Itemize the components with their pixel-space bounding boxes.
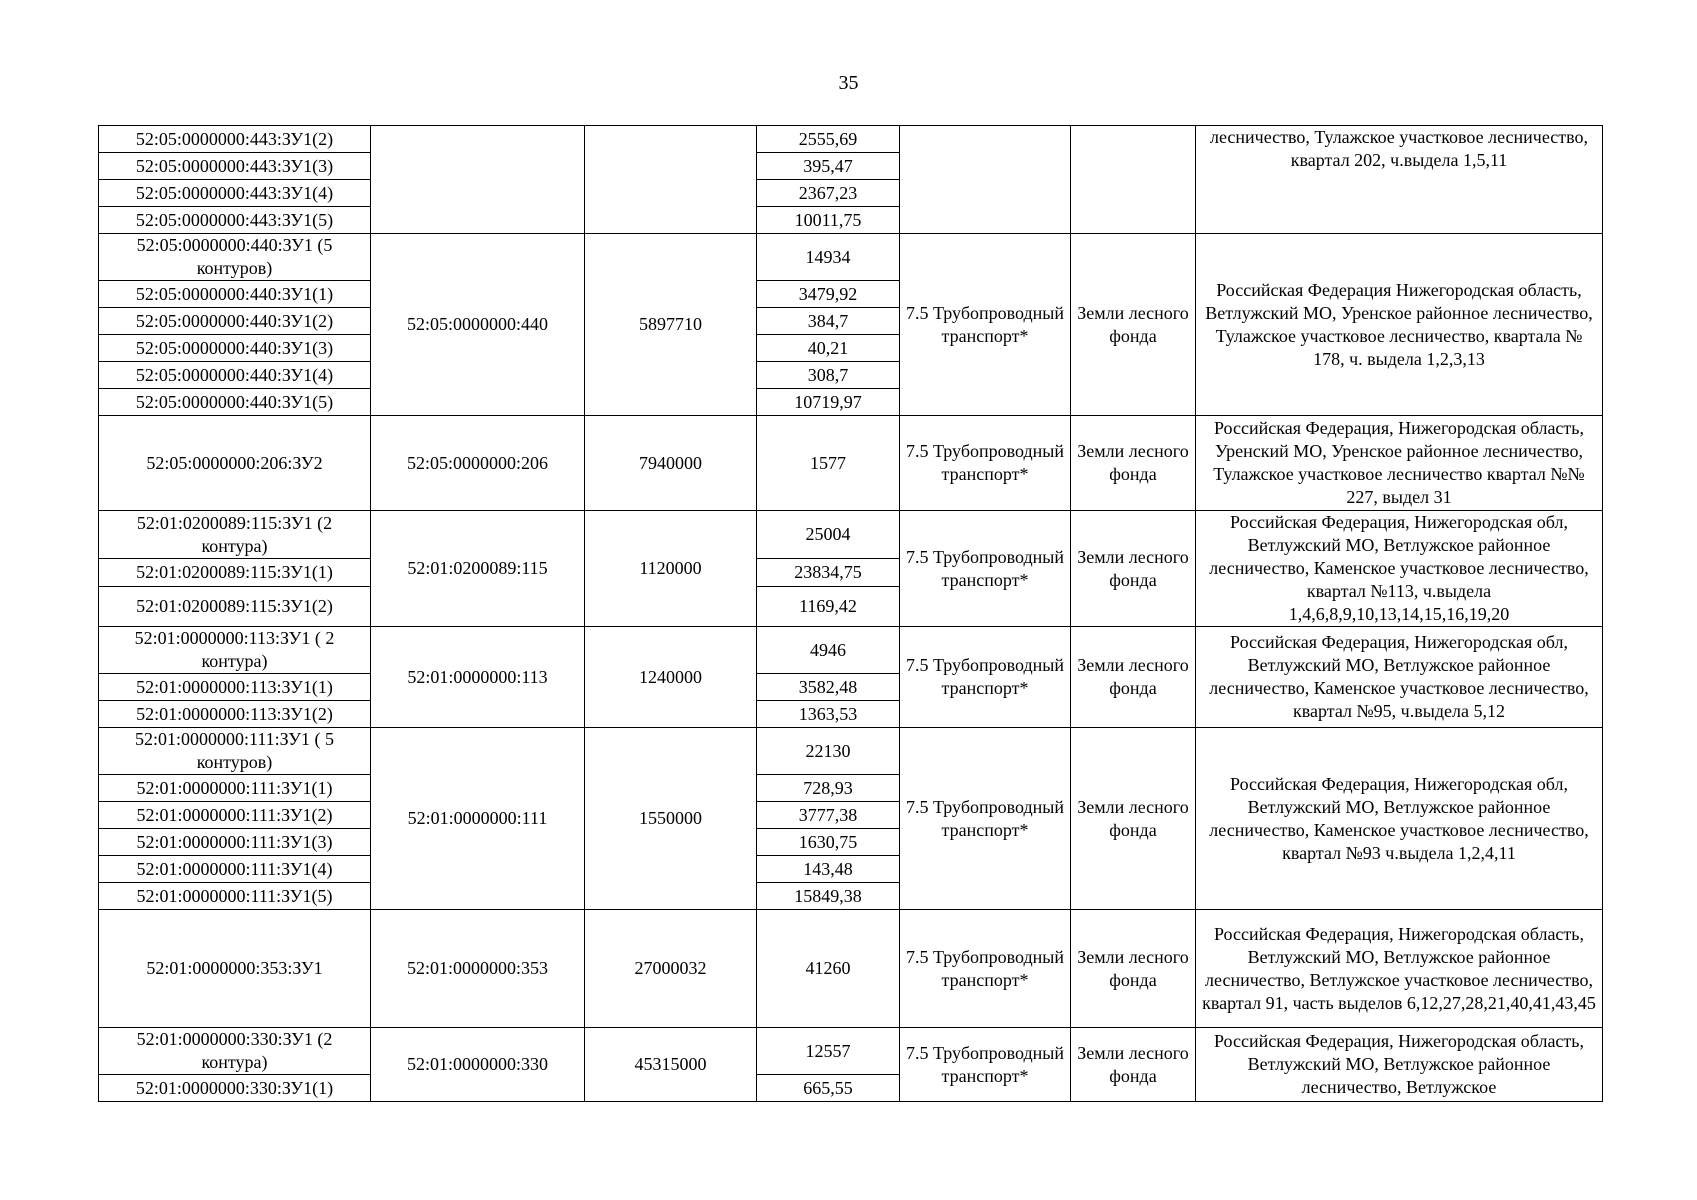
plot-id-cell: 52:01:0000000:353:ЗУ1: [99, 910, 371, 1028]
address-cell: Российская Федерация, Нижегородская обл, Ветлужский МО, Ветлужское районное лесничество, Каменское участковое лесничество, квартал №95, ч.выдела 5,12: [1196, 627, 1603, 728]
plot-id-cell: 52:01:0000000:113:ЗУ1 ( 2 контура): [99, 627, 371, 674]
permitted-use-cell: 7.5 Трубопроводный транспорт*: [900, 416, 1071, 511]
plot-id-cell: 52:05:0000000:440:ЗУ1(1): [99, 281, 371, 308]
land-category-cell: Земли лесного фонда: [1071, 1028, 1196, 1102]
address-cell: Российская Федерация, Нижегородская обл, Ветлужский МО, Ветлужское районное лесничество, Каменское участковое лесничество, квартал №93 ч.выдела 1,2,4,11: [1196, 728, 1603, 910]
plot-id-cell: 52:01:0000000:111:ЗУ1(2): [99, 802, 371, 829]
plot-area-cell: 3582,48: [757, 674, 900, 701]
plot-area-cell: 2367,23: [757, 180, 900, 207]
permitted-use-cell: 7.5 Трубопроводный транспорт*: [900, 234, 1071, 416]
parent-area-cell: 1240000: [585, 627, 757, 728]
plot-id-cell: 52:01:0200089:115:ЗУ1(2): [99, 586, 371, 626]
plot-area-cell: 728,93: [757, 775, 900, 802]
land-plots-table: [98, 125, 1603, 1102]
land-category-cell: [1071, 126, 1196, 234]
plot-area-cell: 25004: [757, 511, 900, 559]
plot-area-cell: 1577: [757, 416, 900, 511]
parent-area-cell: 1120000: [585, 511, 757, 627]
plot-id-cell: 52:01:0000000:111:ЗУ1(4): [99, 856, 371, 883]
parent-area-cell: [585, 126, 757, 234]
land-category-cell: Земли лесного фонда: [1071, 728, 1196, 910]
plot-area-cell: 1169,42: [757, 586, 900, 626]
table-row: [99, 728, 1603, 775]
plot-id-cell: 52:01:0000000:111:ЗУ1(5): [99, 883, 371, 910]
address-cell: Российская Федерация Нижегородская область, Ветлужский МО, Уренское районное лесничество, Тулажское участковое лесничество, квартала № 178, ч. выдела 1,2,3,13: [1196, 234, 1603, 416]
address-cell: Российская Федерация, Нижегородская область, Уренский МО, Уренское районное лесничество, Тулажское участковое лесничество квартал №№ 227, выдел 31: [1196, 416, 1603, 511]
parent-cadastral-cell: 52:05:0000000:206: [371, 416, 585, 511]
plot-area-cell: 10719,97: [757, 389, 900, 416]
plot-id-cell: 52:05:0000000:443:ЗУ1(4): [99, 180, 371, 207]
plot-area-cell: 2555,69: [757, 126, 900, 153]
plot-id-cell: 52:01:0200089:115:ЗУ1 (2 контура): [99, 511, 371, 559]
permitted-use-cell: 7.5 Трубопроводный транспорт*: [900, 728, 1071, 910]
plot-area-cell: 1630,75: [757, 829, 900, 856]
plot-id-cell: 52:05:0000000:206:ЗУ2: [99, 416, 371, 511]
parent-cadastral-cell: 52:01:0000000:113: [371, 627, 585, 728]
permitted-use-cell: 7.5 Трубопроводный транспорт*: [900, 910, 1071, 1028]
permitted-use-cell: 7.5 Трубопроводный транспорт*: [900, 627, 1071, 728]
table-row: [99, 627, 1603, 674]
plot-id-cell: 52:05:0000000:443:ЗУ1(2): [99, 126, 371, 153]
parent-area-cell: 45315000: [585, 1028, 757, 1102]
parent-area-cell: 1550000: [585, 728, 757, 910]
plot-area-cell: 15849,38: [757, 883, 900, 910]
plot-area-cell: 308,7: [757, 362, 900, 389]
plot-area-cell: 40,21: [757, 335, 900, 362]
land-category-cell: Земли лесного фонда: [1071, 511, 1196, 627]
plot-area-cell: 143,48: [757, 856, 900, 883]
parent-area-cell: 27000032: [585, 910, 757, 1028]
plot-id-cell: 52:05:0000000:440:ЗУ1(2): [99, 308, 371, 335]
table-row: [99, 910, 1603, 1028]
plot-id-cell: 52:01:0000000:113:ЗУ1(1): [99, 674, 371, 701]
address-cell: Российская Федерация, Нижегородская обл, Ветлужский МО, Ветлужское районное лесничество, Каменское участковое лесничество, квартал №113, ч.выдела 1,4,6,8,9,10,13,14,15,16,19,20: [1196, 511, 1603, 627]
page-number: 35: [838, 72, 859, 94]
plot-area-cell: 23834,75: [757, 559, 900, 587]
plot-id-cell: 52:01:0200089:115:ЗУ1(1): [99, 559, 371, 587]
table-row: [99, 511, 1603, 559]
plot-area-cell: 3777,38: [757, 802, 900, 829]
plot-id-cell: 52:05:0000000:443:ЗУ1(5): [99, 207, 371, 234]
plot-id-cell: 52:05:0000000:440:ЗУ1(5): [99, 389, 371, 416]
permitted-use-cell: [900, 126, 1071, 234]
land-category-cell: Земли лесного фонда: [1071, 910, 1196, 1028]
plot-id-cell: 52:01:0000000:111:ЗУ1(1): [99, 775, 371, 802]
plot-area-cell: 395,47: [757, 153, 900, 180]
plot-id-cell: 52:05:0000000:440:ЗУ1 (5 контуров): [99, 234, 371, 281]
land-category-cell: Земли лесного фонда: [1071, 234, 1196, 416]
plot-id-cell: 52:01:0000000:330:ЗУ1(1): [99, 1075, 371, 1102]
land-category-cell: Земли лесного фонда: [1071, 627, 1196, 728]
address-cell: лесничество, Тулажское участковое лесничество, квартал 202, ч.выдела 1,5,11: [1196, 126, 1603, 234]
plot-id-cell: 52:01:0000000:111:ЗУ1 ( 5 контуров): [99, 728, 371, 775]
plot-area-cell: 12557: [757, 1028, 900, 1075]
table-row: [99, 126, 1603, 153]
parent-area-cell: 5897710: [585, 234, 757, 416]
plot-area-cell: 384,7: [757, 308, 900, 335]
plot-area-cell: 22130: [757, 728, 900, 775]
parent-cadastral-cell: 52:01:0000000:330: [371, 1028, 585, 1102]
parent-cadastral-cell: 52:01:0200089:115: [371, 511, 585, 627]
address-cell: Российская Федерация, Нижегородская область, Ветлужский МО, Ветлужское районное лесничество, Ветлужское: [1196, 1028, 1603, 1102]
permitted-use-cell: 7.5 Трубопроводный транспорт*: [900, 1028, 1071, 1102]
plot-id-cell: 52:01:0000000:330:ЗУ1 (2 контура): [99, 1028, 371, 1075]
plot-id-cell: 52:05:0000000:440:ЗУ1(4): [99, 362, 371, 389]
table-row: [99, 416, 1603, 511]
plot-id-cell: 52:01:0000000:111:ЗУ1(3): [99, 829, 371, 856]
plot-area-cell: 10011,75: [757, 207, 900, 234]
plot-id-cell: 52:01:0000000:113:ЗУ1(2): [99, 701, 371, 728]
permitted-use-cell: 7.5 Трубопроводный транспорт*: [900, 511, 1071, 627]
land-category-cell: Земли лесного фонда: [1071, 416, 1196, 511]
plot-id-cell: 52:05:0000000:440:ЗУ1(3): [99, 335, 371, 362]
plot-area-cell: 1363,53: [757, 701, 900, 728]
parent-cadastral-cell: 52:05:0000000:440: [371, 234, 585, 416]
plot-area-cell: 665,55: [757, 1075, 900, 1102]
parent-area-cell: 7940000: [585, 416, 757, 511]
address-cell: Российская Федерация, Нижегородская область, Ветлужский МО, Ветлужское районное лесничество, Ветлужское участковое лесничество, квартал 91, часть выделов 6,12,27,28,21,40,41,43,45: [1196, 910, 1603, 1028]
parent-cadastral-cell: [371, 126, 585, 234]
plot-area-cell: 3479,92: [757, 281, 900, 308]
plot-area-cell: 41260: [757, 910, 900, 1028]
parent-cadastral-cell: 52:01:0000000:353: [371, 910, 585, 1028]
plot-id-cell: 52:05:0000000:443:ЗУ1(3): [99, 153, 371, 180]
plot-area-cell: 4946: [757, 627, 900, 674]
table-row: [99, 234, 1603, 281]
parent-cadastral-cell: 52:01:0000000:111: [371, 728, 585, 910]
table-row: [99, 1028, 1603, 1075]
plot-area-cell: 14934: [757, 234, 900, 281]
